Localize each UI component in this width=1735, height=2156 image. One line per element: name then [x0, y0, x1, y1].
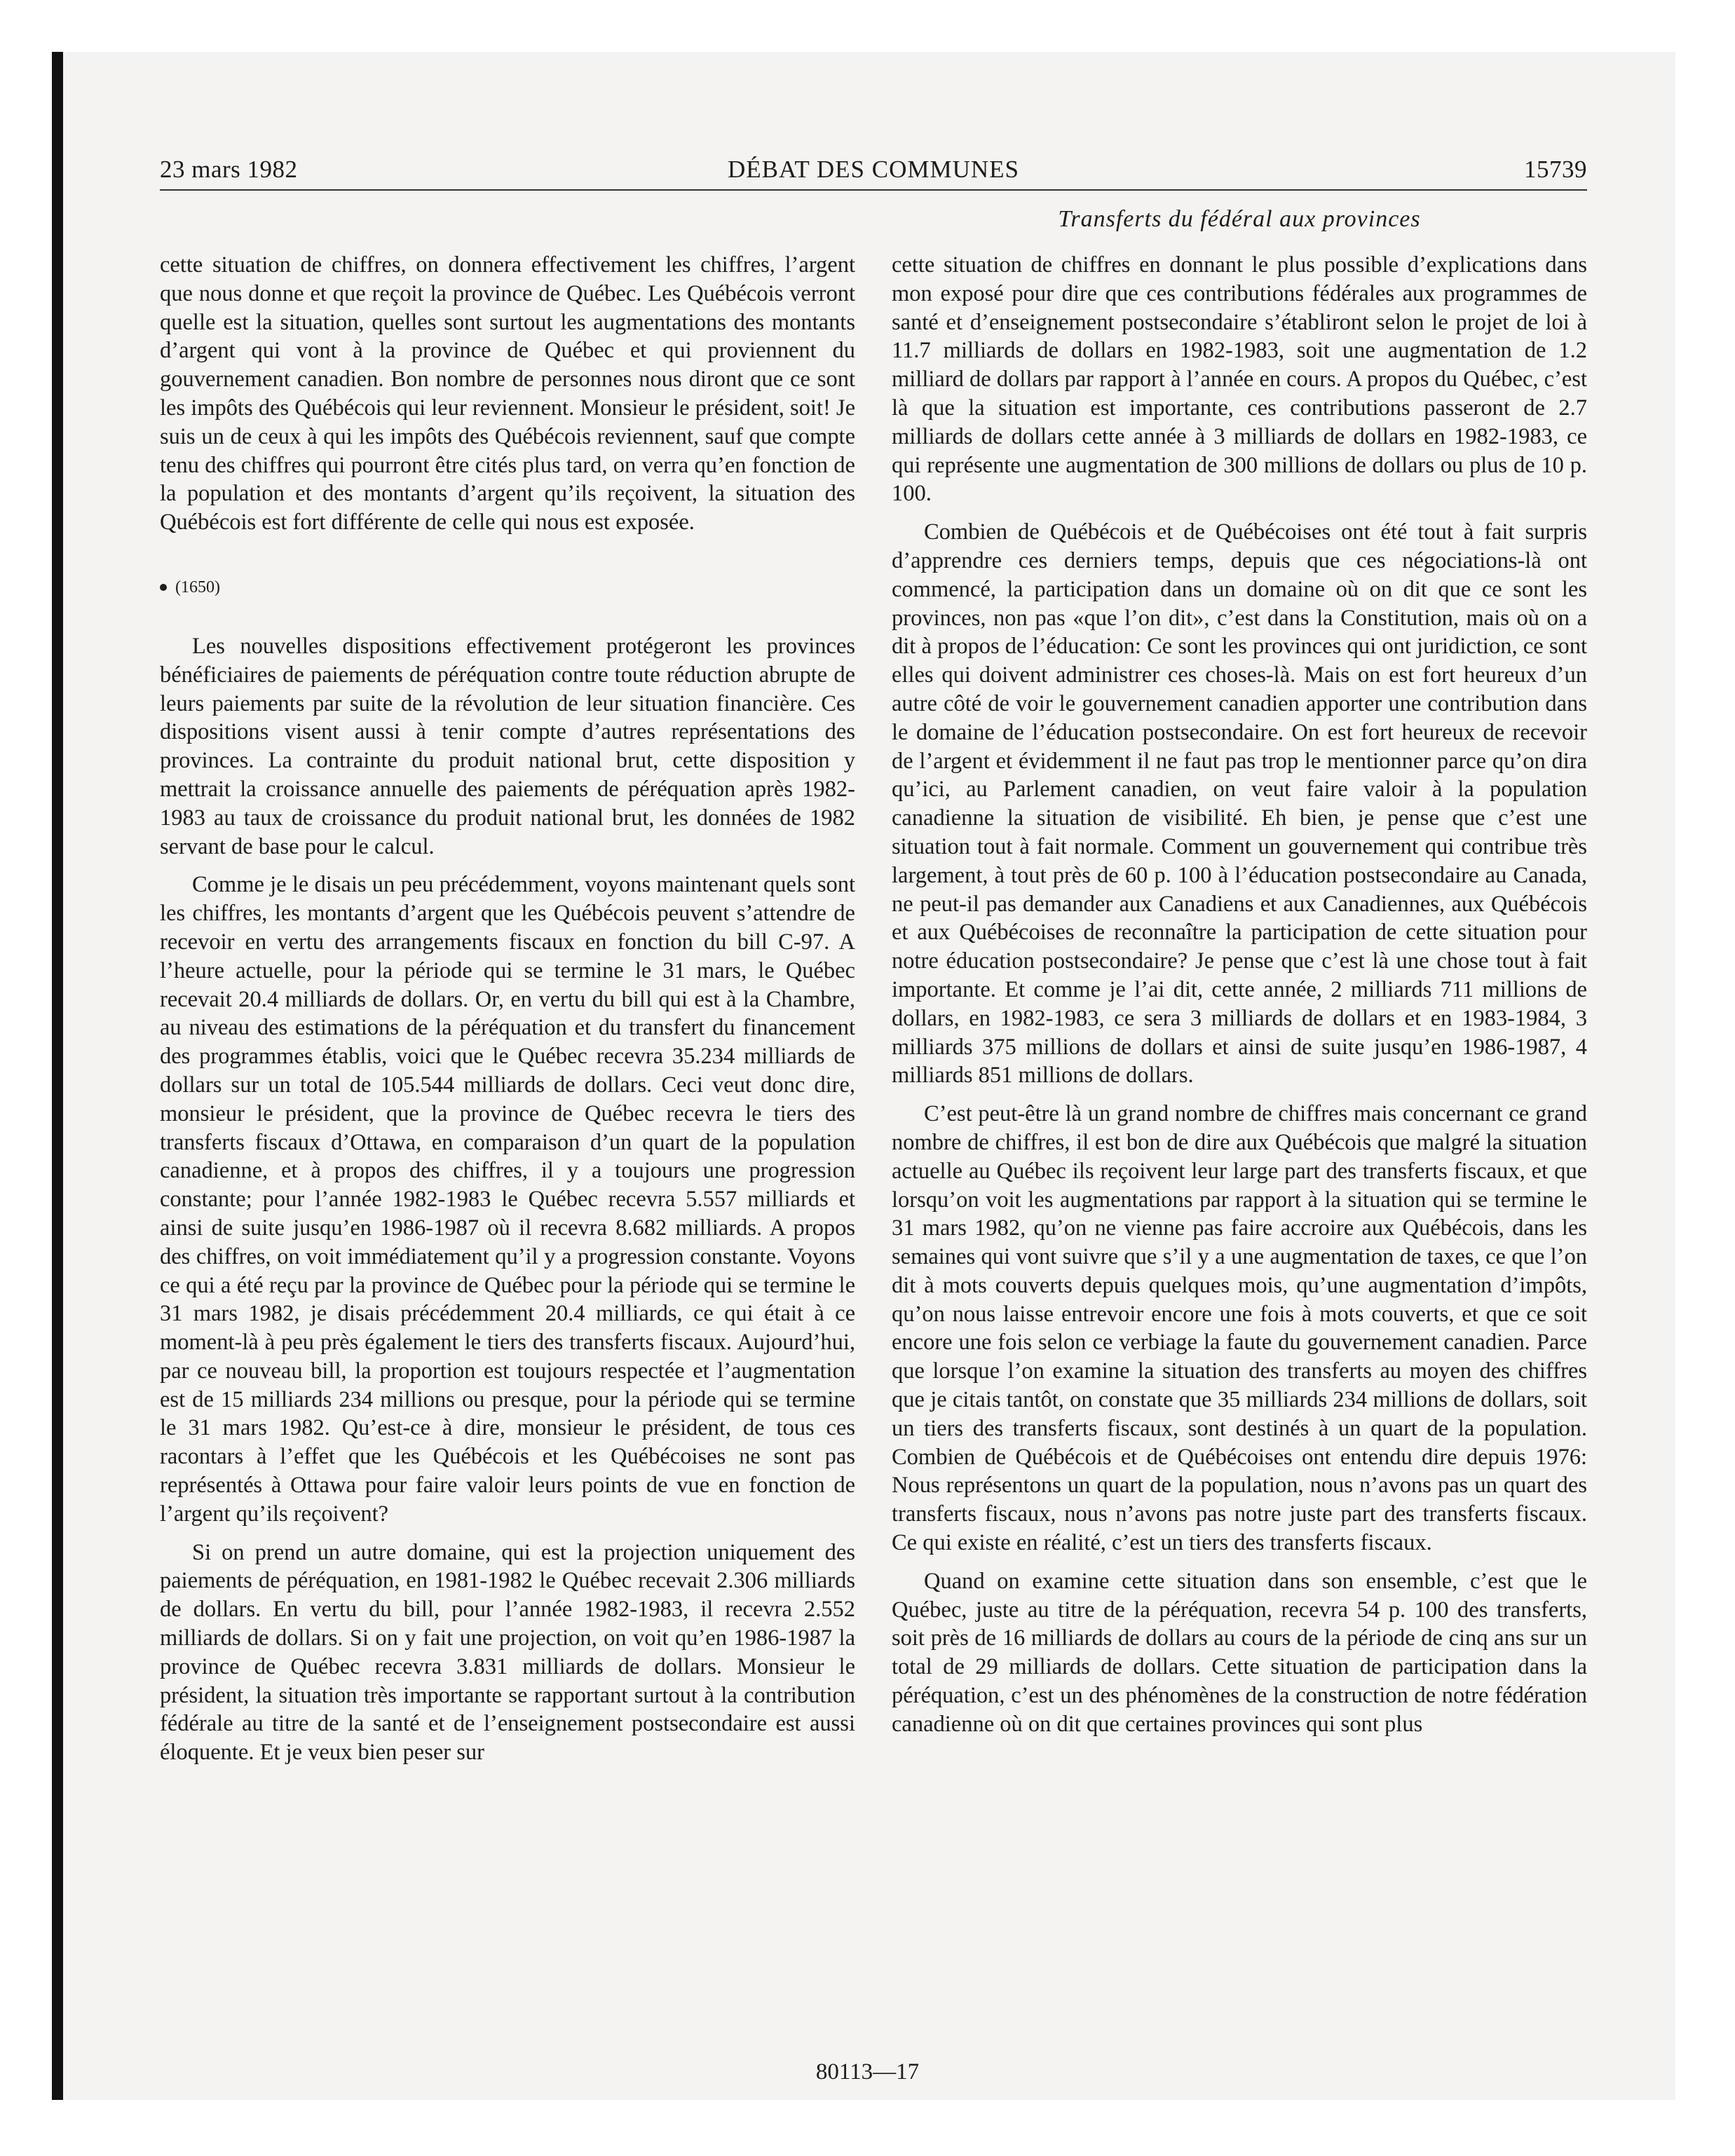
time-marker-label: (1650): [175, 578, 220, 596]
time-marker: [160, 573, 855, 601]
scan-edge: [52, 52, 63, 2100]
header-title: DÉBAT DES COMMUNES: [727, 156, 1020, 183]
left-paragraph-4: Si on prend un autre domaine, qui est la projection uniquement des paiements de péréquation, en 1981-1982 le Québec recevait 2.306 milliards de dollars. En vertu du bill, pour l’année 1982-1983, il recevra 2.552 milliards de dollars. Si on y fait une projection, on voit qu’en 1986-1987 la province de Québec recevra 3.831 milliards de dollars. Monsieur le président, la situation très importante se rapportant surtout à la contribution fédérale au titre de la santé et de l’enseignement postsecondaire est aussi éloquente. Et je veux bien peser sur: [160, 1539, 855, 1766]
page-footer-code: 80113—17: [815, 2059, 920, 2085]
left-paragraph-1: cette situation de chiffres, on donnera effectivement les chiffres, l’argent que nous donne et que reçoit la province de Québec. Les Québécois verront quelle est la situation, quelles sont surtout les augmentations des montants d’argent qui vont à la province de Québec et qui proviennent du gouvernement canadien. Bon nombre de personnes nous diront que ce sont les impôts des Québécois qui leur reviennent. Monsieur le président, soit! Je suis un de ceux à qui les impôts des Québécois reviennent, sauf que compte tenu des chiffres qui pourront être cités plus tard, on verra qu’en fonction de la population et des montants d’argent qu’ils reçoivent, la situation des Québécois est fort différente de celle qui nous est exposée.: [160, 252, 855, 535]
left-paragraph-3: Comme je le disais un peu précédemment, voyons maintenant quels sont les chiffres, les montants d’argent que les Québécois peuvent s’attendre de recevoir en vertu des arrangements fiscaux en fonction du bill C-97. A l’heure actuelle, pour la période qui se termine le 31 mars, le Québec recevait 20.4 milliards de dollars. Or, en vertu du bill qui est à la Chambre, au niveau des estimations de la péréquation et du transfert du financement des programmes établis, voici que le Québec recevra 35.234 milliards de dollars sur un total de 105.544 milliards de dollars. Ceci veut donc dire, monsieur le président, que la province de Québec recevra le tiers des transferts fiscaux d’Ottawa, en comparaison d’un quart de la population canadienne, et à propos des chiffres, il y a toujours une progression constante; pour l’année 1982-1983 le Québec recevra 5.557 milliards et ainsi de suite jusqu’en 1986-1987 où il recevra 8.682 milliards. A propos des chiffres, on voit immédiatement qu’il y a progression constante. Voyons ce qui a été reçu par la province de Québec pour la période qui se termine le 31 mars 1982, je disais précédemment 20.4 milliards, ce qui était à ce moment-là à peu près également le tiers des transferts fiscaux. Aujourd’hui, par ce nouveau bill, la proportion est toujours respectée et l’augmentation est de 15 milliards 234 millions ou presque, pour la période qui se termine le 31 mars 1982. Qu’est-ce à dire, monsieur le président, de tous ces racontars à l’effet que les Québécois et les Québécoises ne sont pas représentés à Ottawa pour faire valoir leurs points de vue en fonction de l’argent qu’ils reçoivent?: [160, 872, 855, 1527]
bullet-icon: [160, 584, 167, 591]
running-header: [160, 156, 1587, 191]
left-paragraph-2: Les nouvelles dispositions effectivement protégeront les provinces bénéficiaires de paiements de péréquation contre toute réduction abrupte de leurs paiements par suite de la révolution de leur situation financière. Ces dispositions visent aussi à tenir compte d’autres représentations des provinces. La contrainte du produit national brut, cette disposition y mettrait la croissance annuelle des paiements de péréquation après 1982-1983 au taux de croissance du produit national brut, les données de 1982 servant de base pour le calcul.: [160, 633, 855, 859]
right-paragraph-4: Quand on examine cette situation dans son ensemble, c’est que le Québec, juste au titre de la péréquation, recevra 54 p. 100 des transferts, soit près de 16 milliards de dollars au cours de la période de cinq ans sur un total de 29 milliards de dollars. Cette situation de participation dans la péréquation, c’est un des phénomènes de la construction de notre fédération canadienne où on dit que certaines provinces qui sont plus: [892, 1568, 1587, 1737]
header-page-number: 15739: [1524, 156, 1587, 183]
header-date: 23 mars 1982: [160, 156, 298, 183]
right-paragraph-3: C’est peut-être là un grand nombre de chiffres mais concernant ce grand nombre de chiffres, il est bon de dire aux Québécois que malgré la situation actuelle au Québec ils reçoivent leur large part des transferts fiscaux, et que lorsqu’on voit les augmentations par rapport à la situation qui se termine le 31 mars 1982, qu’on ne vienne pas faire accroire aux Québécois, dans les semaines qui vont suivre que s’il y a une augmentation de taxes, ce que l’on dit à mots couverts depuis quelques mois, qu’une augmentation d’impôts, qu’on nous laisse entrevoir encore une fois à mots couverts, et que ce soit encore une fois selon ce verbiage la faute du gouvernement canadien. Parce que lorsque l’on examine la situation des transferts au moyen des chiffres que je citais tantôt, on constate que 35 milliards 234 millions de dollars, soit un tiers des transferts fiscaux, sont destinés à un quart de la population. Combien de Québécois et de Québécoises ont entendu dire depuis 1976: Nous représentons un quart de la population, nous n’avons pas un quart des transferts fiscaux, nous n’avons pas notre juste part des transferts fiscaux. Ce qui existe en réalité, c’est un tiers des transferts fiscaux.: [892, 1101, 1587, 1556]
right-column: [892, 251, 1587, 1739]
section-subtitle: Transferts du fédéral aux provinces: [1058, 206, 1421, 232]
right-paragraph-2: Combien de Québécois et de Québécoises ont été tout à fait surpris d’apprendre ces derniers temps, depuis que ces négociations-là ont commencé, la participation dans un domaine où on dit que ce sont les provinces, non pas «que l’on dit», c’est dans la Constitution, mais où on a dit à propos de l’éducation: Ce sont les provinces qui ont juridiction, ce sont elles qui doivent administrer ces choses-là. Mais on est fort heureux d’un autre côté de voir le gouvernement canadien apporter une contribution dans le domaine de l’éducation postsecondaire. On est fort heureux de recevoir de l’argent et évidemment il ne faut pas trop le mentionner parce qu’on dira qu’ici, au Parlement canadien, on veut faire valoir à la population canadienne la situation de visibilité. Eh bien, je pense que c’est une situation tout à fait normale. Comment un gouvernement qui contribue très largement, à tout près de 60 p. 100 à l’éducation postsecondaire au Canada, ne peut-il pas demander aux Canadiens et aux Canadiennes, aux Québécois et aux Québécoises de reconnaître la participation de cette situation pour notre éducation postsecondaire? Je pense que c’est là une chose tout à fait importante. Et comme je l’ai dit, cette année, 2 milliards 711 millions de dollars, en 1982-1983, ce sera 3 milliards de dollars et en 1983-1984, 3 milliards 375 millions de dollars et ainsi de suite jusqu’en 1986-1987, 4 milliards 851 millions de dollars.: [892, 519, 1587, 1089]
right-paragraph-1: cette situation de chiffres en donnant le plus possible d’explications dans mon exposé pour dire que ces contributions fédérales aux programmes de santé et d’enseignement postsecondaire s’établiront selon le projet de loi à 11.7 milliards de dollars en 1982-1983, soit une augmentation de 1.2 milliard de dollars par rapport à l’année en cours. A propos du Québec, c’est là que la situation est importante, ces contributions passeront de 2.7 milliards de dollars cette année à 3 milliards de dollars en 1982-1983, ce qui représente une augmentation de 300 millions de dollars ou plus de 10 p. 100.: [892, 252, 1587, 507]
left-column: [160, 251, 855, 1767]
